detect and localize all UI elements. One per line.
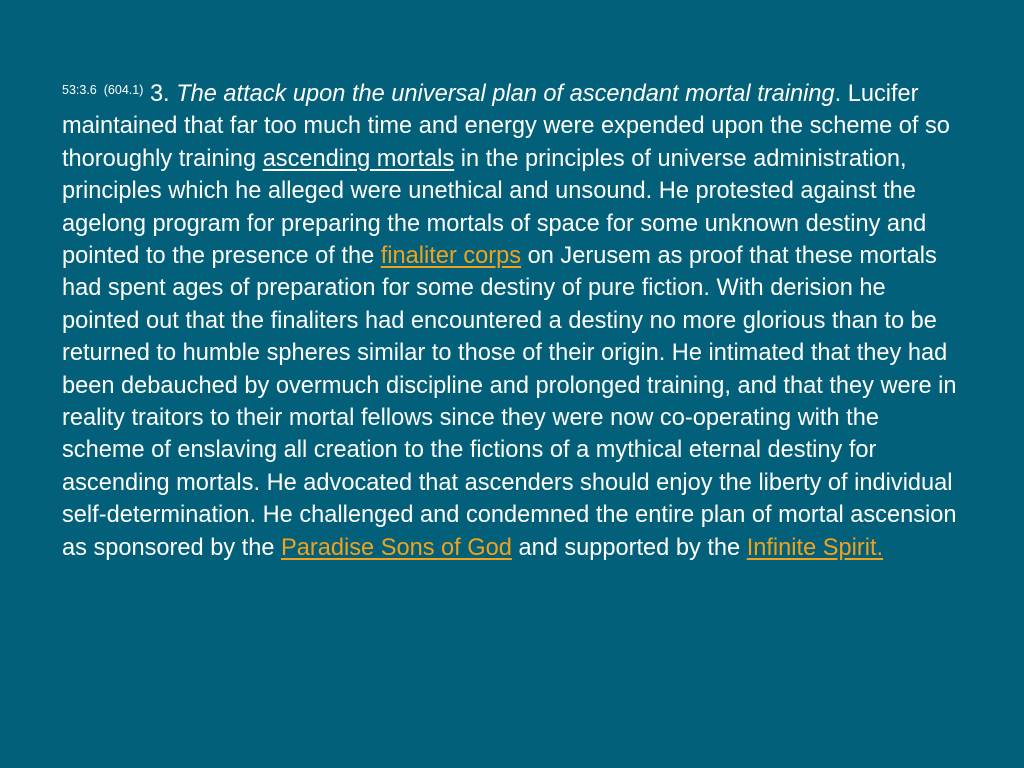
- link-paradise-sons-of-god[interactable]: Paradise Sons of God: [281, 534, 512, 561]
- body-text-3: on Jerusem as proof that these mortals had spent ages of preparation for some destiny of pure fiction. With derision he pointed out that the finaliters had encountered a destiny no more glorious than to be returned to humble spheres similar to those of their origin. He intimated that they had been debauched by overmuch discipline and prolonged training, and that they were in reality traitors to their mortal fellows since they were now co-operating with the scheme of enslaving all creation to the fictions of a mythical eternal destiny for ascending mortals. He advocated that ascenders should enjoy the liberty of individual self-determination. He challenged and condemned the entire plan of mortal ascension as sponsored by the: [62, 243, 957, 561]
- paragraph-53-3-6: [62, 78, 966, 564]
- page-reference: (604.1): [103, 83, 144, 97]
- link-ascending-mortals[interactable]: ascending mortals: [262, 145, 455, 172]
- body-text-4: and supported by the: [511, 534, 747, 561]
- link-infinite-spirit[interactable]: Infinite Spirit.: [746, 534, 884, 561]
- section-reference: 53:3.6: [62, 83, 97, 97]
- body-text-2: in the principles of universe administration, principles which he alleged were unethical and unsound. He protested against the agelong program for preparing the mortals of space for some unknown destiny and pointed to the presence of the: [62, 145, 927, 270]
- link-finaliter-corps[interactable]: finaliter corps: [380, 243, 522, 270]
- paragraph-title: The attack upon the universal plan of ascendant mortal training: [176, 81, 835, 107]
- paragraph-number: 3.: [149, 81, 170, 107]
- body-text-1: . Lucifer maintained that far too much time and energy were expended upon the scheme of so thoroughly training: [62, 81, 950, 172]
